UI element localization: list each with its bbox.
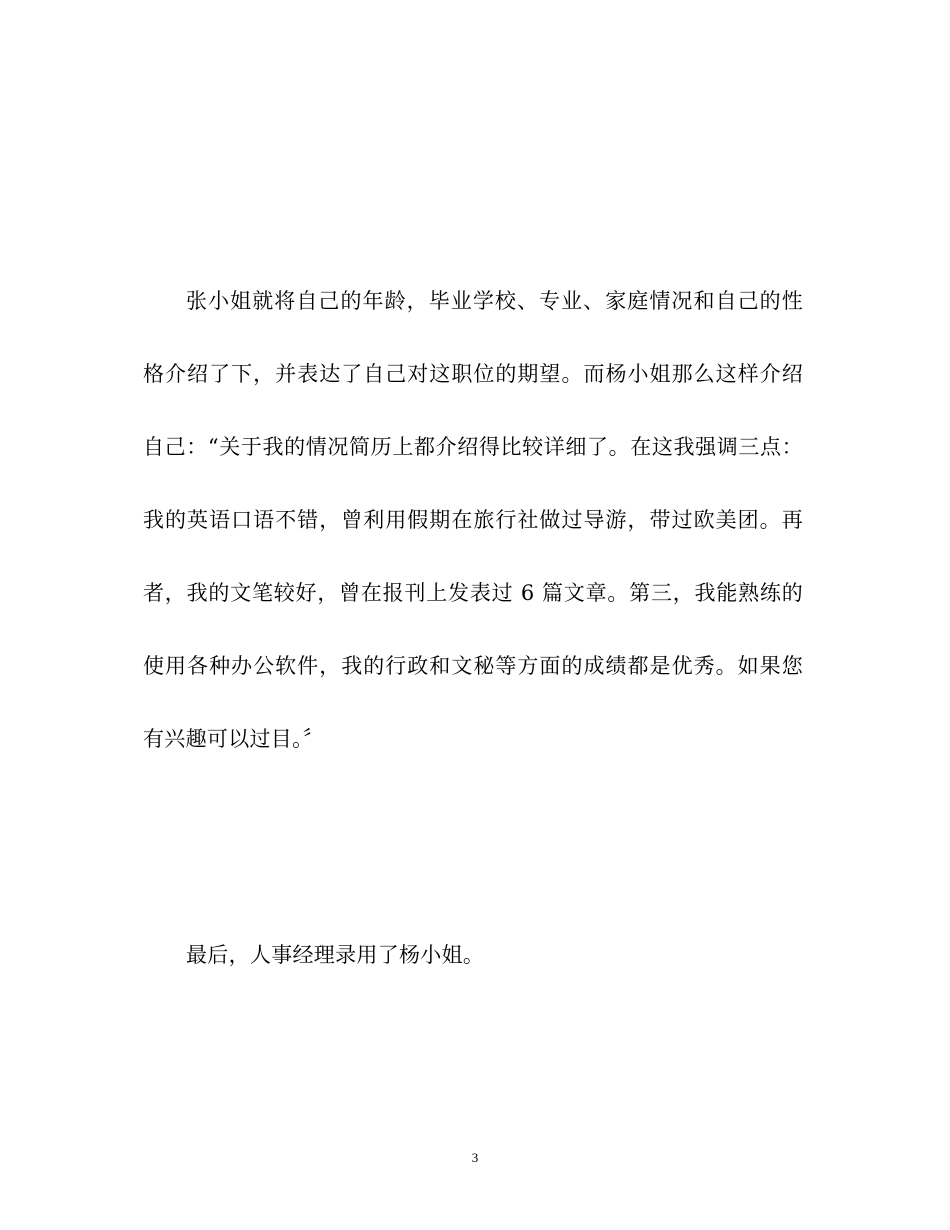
paragraph-1-line-6: 使用各种办公软件，我的行政和文秘等方面的成绩都是优秀。如果您 — [143, 654, 803, 678]
paragraph-1-line-2: 格介绍了下，并表达了自己对这职位的期望。而杨小姐那么这样介绍 — [143, 362, 803, 386]
paragraph-1-line-5: 者，我的文笔较好，曾在报刊上发表过 6 篇文章。第三，我能熟练的 — [143, 581, 803, 605]
paragraph-1-line-4: 我的英语口语不错，曾利用假期在旅行社做过导游，带过欧美团。再 — [143, 508, 803, 532]
paragraph-1-line-7: 有兴趣可以过目。〞 — [143, 727, 325, 751]
paragraph-1-line-1: 张小姐就将自己的年龄，毕业学校、专业、家庭情况和自己的性 — [186, 289, 803, 313]
page-number: 3 — [471, 1150, 479, 1165]
paragraph-2-line-1: 最后，人事经理录用了杨小姐。 — [186, 943, 485, 967]
paragraph-1-line-3: 自己：“关于我的情况简历上都介绍得比较详细了。在这我强调三点： — [143, 435, 803, 459]
